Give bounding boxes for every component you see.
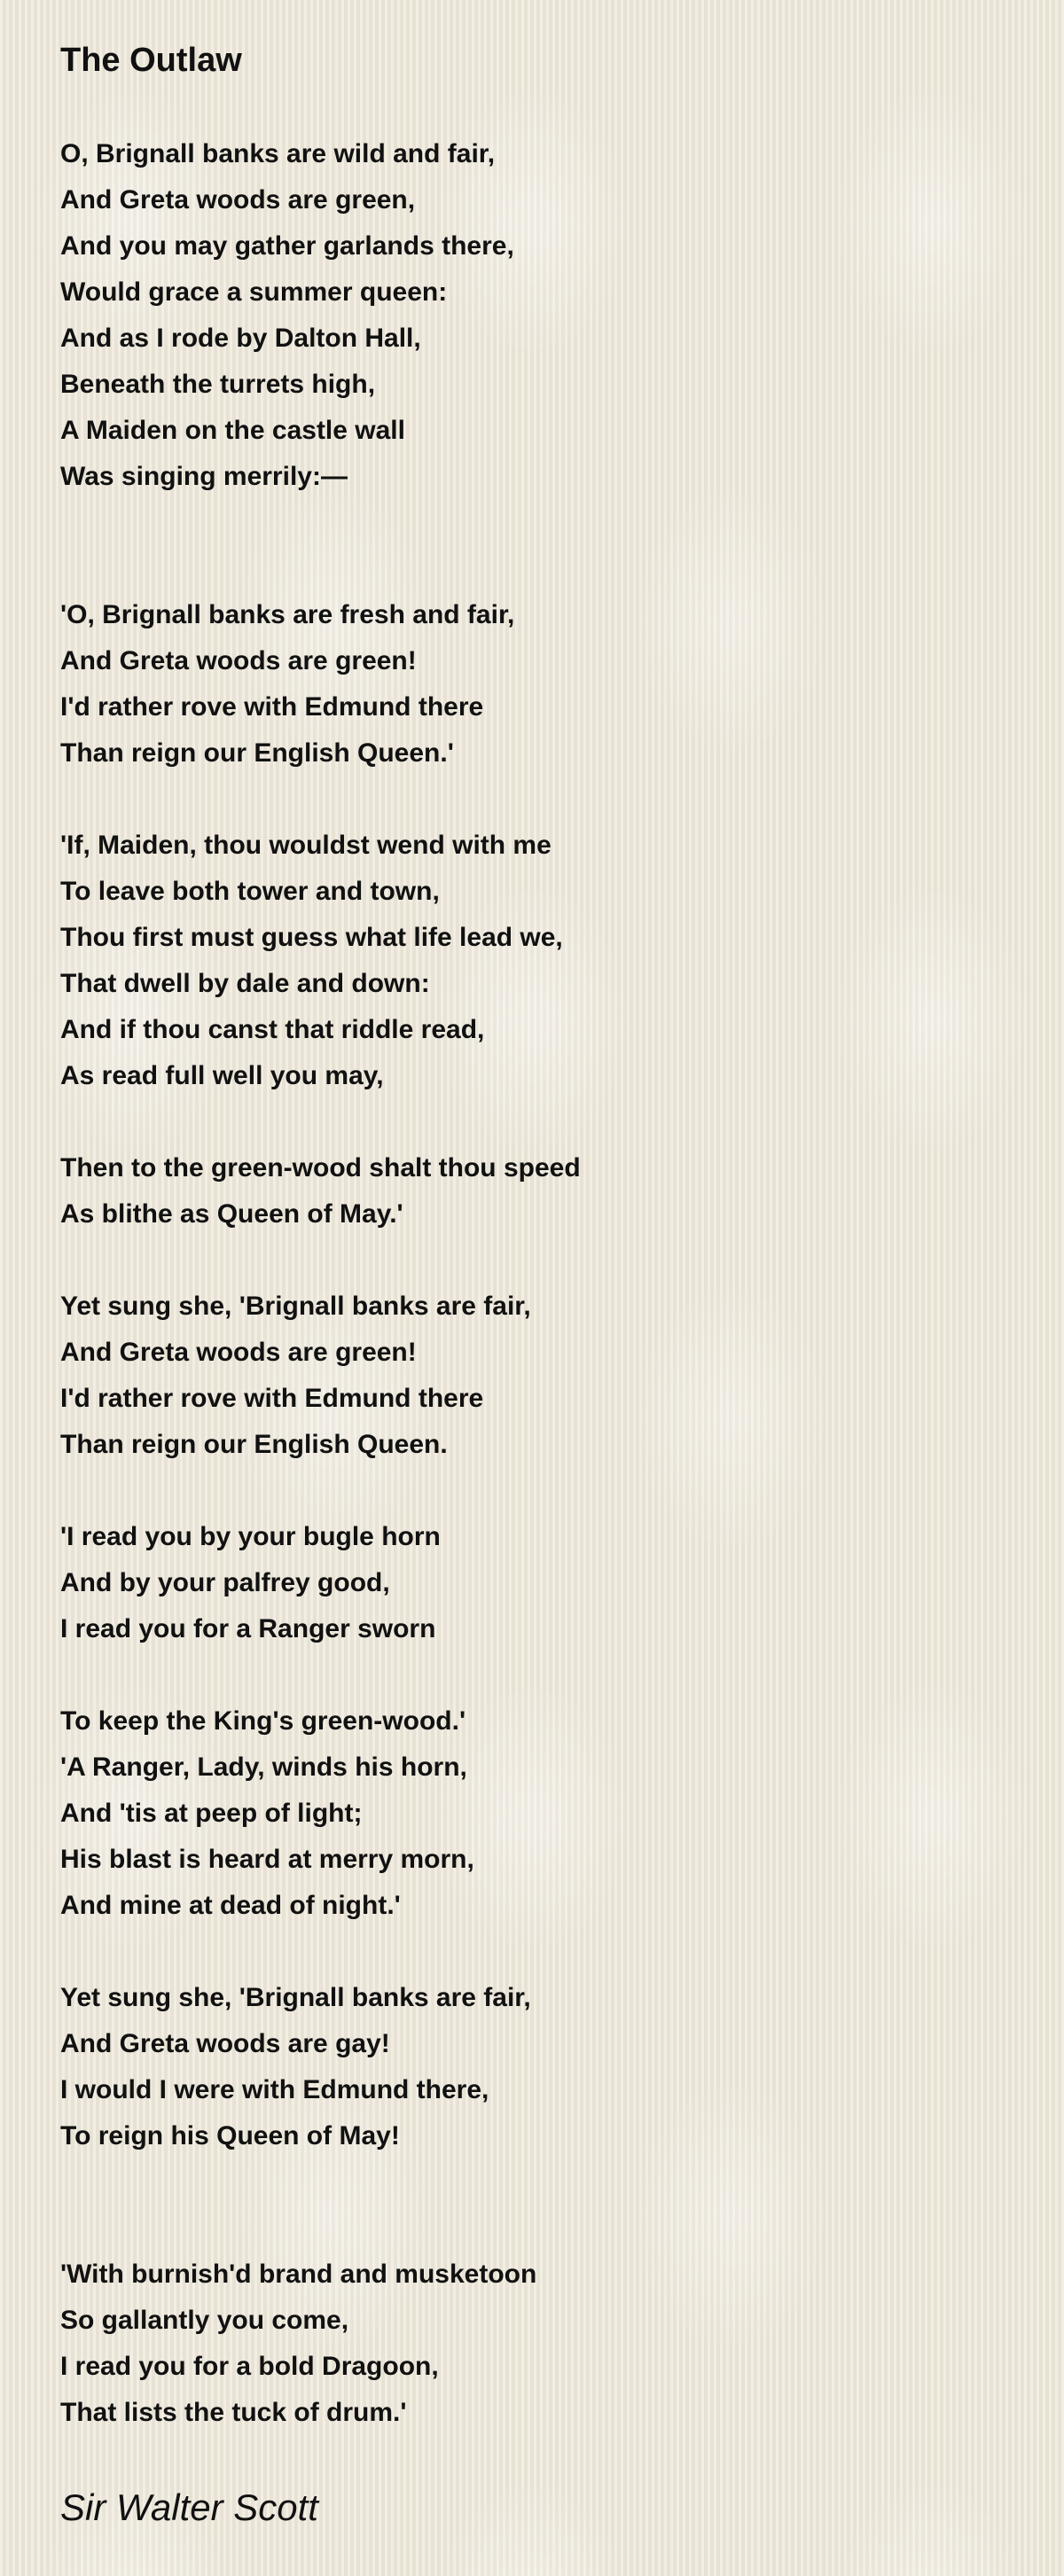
poem-title: The Outlaw — [60, 42, 242, 79]
poem-line: Than reign our English Queen. — [60, 1430, 448, 1459]
poem-line: As read full well you may, — [60, 1061, 384, 1090]
poem-line: Beneath the turrets high, — [60, 370, 376, 399]
stanza-break — [60, 777, 1018, 823]
poem-line: And as I rode by Dalton Hall, — [60, 324, 421, 353]
poem-line: His blast is heard at merry morn, — [60, 1845, 474, 1874]
poem-line: And Greta woods are gay! — [60, 2029, 390, 2058]
poem-line: Yet sung she, 'Brignall banks are fair, — [60, 1292, 531, 1321]
poem-line: And mine at dead of night.' — [60, 1891, 401, 1920]
poem-line: I'd rather rove with Edmund there — [60, 692, 484, 722]
poem-line: And you may gather garlands there, — [60, 231, 514, 261]
poem-line: Would grace a summer queen: — [60, 277, 448, 307]
stanza-break — [60, 1099, 1018, 1145]
poem-line: To leave both tower and town, — [60, 877, 440, 906]
poem-line: 'A Ranger, Lady, winds his horn, — [60, 1752, 467, 1782]
poem-line: And by your palfrey good, — [60, 1568, 390, 1597]
stanza-break — [60, 1652, 1018, 1698]
poem-line: To keep the King's green-wood.' — [60, 1706, 466, 1736]
poem-line: Was singing merrily:— — [60, 462, 348, 491]
poem-line: To reign his Queen of May! — [60, 2121, 400, 2151]
poem-line: I read you for a bold Dragoon, — [60, 2352, 439, 2381]
poem-line: I would I were with Edmund there, — [60, 2075, 489, 2104]
poem-line: Thou first must guess what life lead we, — [60, 923, 563, 952]
poem-line: Than reign our English Queen.' — [60, 738, 454, 768]
poem-body — [60, 131, 1018, 2436]
poem-line: That lists the tuck of drum.' — [60, 2398, 407, 2427]
poem-line: A Maiden on the castle wall — [60, 416, 405, 445]
poem-line: And 'tis at peep of light; — [60, 1799, 363, 1828]
poem-line: 'If, Maiden, thou wouldst wend with me — [60, 831, 552, 860]
poem-line: So gallantly you come, — [60, 2306, 349, 2335]
poem-line: And Greta woods are green! — [60, 646, 417, 675]
stanza-break — [60, 500, 1018, 592]
poem-line: And Greta woods are green, — [60, 185, 416, 215]
poem-line: And if thou canst that riddle read, — [60, 1015, 485, 1044]
poem-line: 'With burnish'd brand and musketoon — [60, 2260, 537, 2289]
poem-line: I'd rather rove with Edmund there — [60, 1384, 484, 1413]
poem-line: I read you for a Ranger sworn — [60, 1614, 436, 1643]
poem-line: Then to the green-wood shalt thou speed — [60, 1153, 581, 1183]
poem-author: Sir Walter Scott — [60, 2486, 318, 2528]
poem-line: Yet sung she, 'Brignall banks are fair, — [60, 1983, 531, 2012]
poem-line: That dwell by dale and down: — [60, 969, 430, 998]
poem-line: O, Brignall banks are wild and fair, — [60, 139, 496, 168]
poem-line: And Greta woods are green! — [60, 1338, 417, 1367]
poem-line: As blithe as Queen of May.' — [60, 1199, 403, 1229]
stanza-break — [60, 1468, 1018, 1514]
stanza-break — [60, 2159, 1018, 2252]
stanza-break — [60, 1237, 1018, 1284]
poem-line: 'O, Brignall banks are fresh and fair, — [60, 600, 515, 629]
poem-line: 'I read you by your bugle horn — [60, 1522, 441, 1551]
stanza-break — [60, 1929, 1018, 1975]
